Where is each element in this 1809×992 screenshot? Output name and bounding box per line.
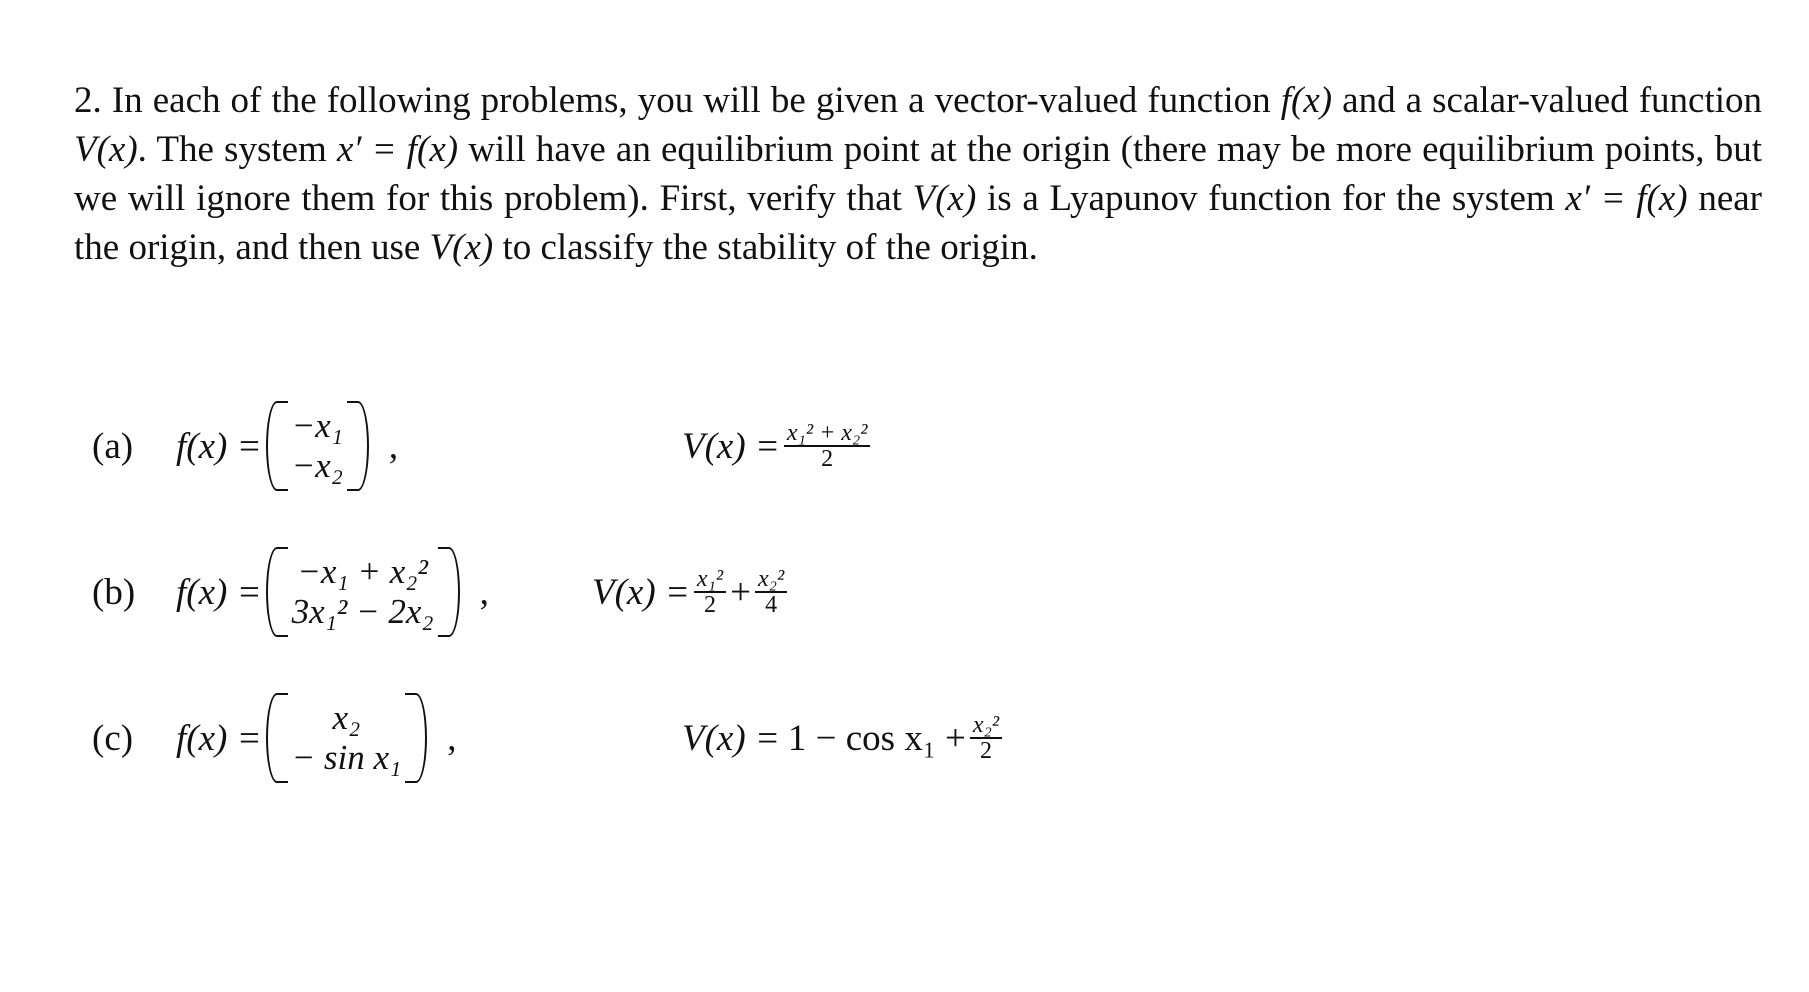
- problem-text-5: is a Lyapunov function for the system: [976, 178, 1566, 219]
- f-vector: [292, 698, 402, 778]
- separator-comma: ,: [479, 571, 489, 613]
- math-V-3: V(x): [429, 227, 494, 268]
- v-definition: [592, 532, 791, 652]
- math-f: f(x): [1280, 80, 1333, 121]
- left-paren: [266, 547, 288, 637]
- right-paren: [347, 401, 369, 491]
- f-vector: [292, 406, 343, 486]
- v-fraction: [970, 713, 1002, 763]
- problem-text-6: near the origin, and then use: [74, 178, 1762, 268]
- problem-text-3: . The system: [137, 129, 337, 170]
- problem-statement: [74, 76, 1762, 272]
- part-label: (a): [92, 425, 134, 467]
- v-fraction: [784, 421, 871, 471]
- f-bottom: −x₂: [291, 446, 343, 485]
- f-bottom: − sin x₁: [291, 738, 402, 777]
- f-lhs: f(x) =: [176, 571, 262, 613]
- v-denominator: 2: [821, 446, 834, 472]
- separator-comma: ,: [388, 425, 399, 467]
- part-b: [92, 532, 1692, 652]
- right-paren: [438, 547, 460, 637]
- v-numerator: x₁² + x₂²: [784, 421, 871, 447]
- v-lhs: V(x) =: [682, 425, 780, 467]
- f-vector: [292, 552, 434, 632]
- v-numerator-2: x₂²: [755, 567, 787, 593]
- part-label: (b): [92, 571, 136, 613]
- problem-text-1: In each of the following problems, you will be given a vector-valued function: [111, 80, 1281, 121]
- f-lhs: f(x) =: [176, 425, 262, 467]
- v-fraction-1: [694, 567, 726, 617]
- problem-number: 2.: [74, 80, 102, 121]
- v-numerator: x₂²: [970, 713, 1002, 739]
- v-definition: [682, 678, 1006, 798]
- plus-sign: +: [730, 571, 751, 613]
- f-definition: [176, 532, 489, 652]
- math-system: x′ = f(x): [336, 129, 459, 170]
- left-paren: [266, 693, 288, 783]
- part-a: [92, 386, 1692, 506]
- v-denominator-1: 2: [703, 592, 716, 618]
- v-numerator-1: x₁²: [694, 567, 726, 593]
- math-V-2: V(x): [912, 178, 977, 219]
- left-paren: [266, 401, 288, 491]
- f-bottom: 3x₁² − 2x₂: [291, 592, 434, 631]
- v-definition: [682, 386, 874, 506]
- f-top: −x₁: [291, 406, 343, 445]
- problem-text-2: and a scalar-valued function: [1332, 80, 1763, 121]
- f-lhs: f(x) =: [176, 717, 262, 759]
- part-label: (c): [92, 717, 134, 759]
- v-lhs: V(x) =: [592, 571, 690, 613]
- math-V: V(x): [74, 129, 138, 170]
- right-paren: [405, 693, 427, 783]
- v-expression: 1 − cos x₁ +: [787, 717, 966, 759]
- v-denominator: 2: [979, 738, 992, 764]
- v-denominator-2: 4: [765, 592, 778, 618]
- part-c: [92, 678, 1692, 798]
- v-fraction-2: [755, 567, 787, 617]
- f-top: −x₁ + x₂²: [297, 552, 428, 591]
- f-definition: [176, 386, 398, 506]
- v-lhs: V(x) =: [682, 717, 780, 759]
- math-system-2: x′ = f(x): [1565, 178, 1688, 219]
- problem-text-4: will have an equilibrium point at the origin (there may be more equilibrium points, but we will ignore them for this problem). First, verify that: [74, 129, 1762, 219]
- separator-comma: ,: [447, 717, 457, 759]
- f-definition: [176, 678, 456, 798]
- f-top: x₂: [332, 698, 361, 737]
- problem-text-7: to classify the stability of the origin.: [493, 227, 1038, 268]
